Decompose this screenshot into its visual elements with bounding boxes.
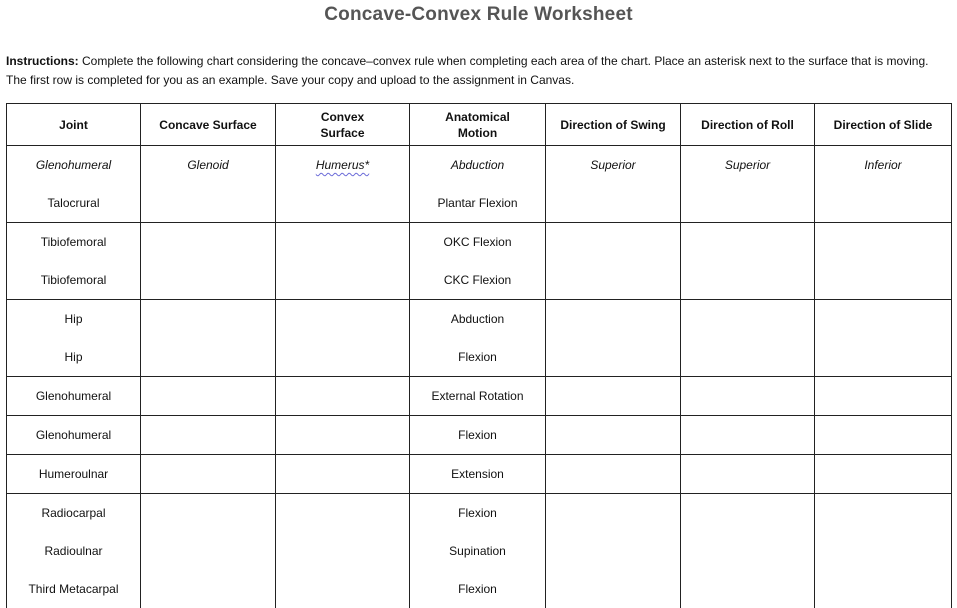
row-roll-cell[interactable] <box>681 570 815 608</box>
row-swing-cell[interactable] <box>546 223 681 262</box>
table-row <box>7 532 952 570</box>
row-convex-cell[interactable] <box>276 416 410 455</box>
row-motion: Extension <box>410 455 546 494</box>
header-convex-surface: Convex Surface <box>276 104 410 146</box>
table-row <box>7 223 952 262</box>
row-swing-cell[interactable] <box>546 300 681 339</box>
row-slide-cell[interactable] <box>815 532 952 570</box>
table-row <box>7 416 952 455</box>
row-motion: OKC Flexion <box>410 223 546 262</box>
instructions-lead: Instructions: <box>6 54 79 68</box>
row-swing-cell[interactable] <box>546 532 681 570</box>
row-roll-cell[interactable] <box>681 338 815 377</box>
row-joint: Radioulnar <box>7 532 141 570</box>
row-convex-cell[interactable] <box>276 261 410 300</box>
row-motion: Flexion <box>410 416 546 455</box>
table-row <box>7 300 952 339</box>
row-swing-cell[interactable] <box>546 494 681 533</box>
row-joint: Radiocarpal <box>7 494 141 533</box>
instructions <box>6 52 951 90</box>
row-convex-cell[interactable] <box>276 300 410 339</box>
row-roll-cell[interactable] <box>681 377 815 416</box>
row-swing-cell[interactable] <box>546 338 681 377</box>
row-joint: Humeroulnar <box>7 455 141 494</box>
example-direction-of-swing: Superior <box>546 146 681 185</box>
row-slide-cell[interactable] <box>815 377 952 416</box>
row-swing-cell[interactable] <box>546 455 681 494</box>
row-concave-cell[interactable] <box>141 223 276 262</box>
row-joint: Hip <box>7 338 141 377</box>
header-anatomical-motion: Anatomical Motion <box>410 104 546 146</box>
row-convex-cell[interactable] <box>276 570 410 608</box>
row-joint: Glenohumeral <box>7 416 141 455</box>
example-convex-surface <box>276 146 410 185</box>
row-concave-cell[interactable] <box>141 416 276 455</box>
table-row <box>7 494 952 533</box>
row-roll-cell[interactable] <box>681 223 815 262</box>
example-direction-of-slide: Inferior <box>815 146 952 185</box>
row-joint: Tibiofemoral <box>7 223 141 262</box>
row-slide-cell[interactable] <box>815 494 952 533</box>
row-joint: Glenohumeral <box>7 377 141 416</box>
example-anatomical-motion: Abduction <box>410 146 546 185</box>
row-concave-cell[interactable] <box>141 377 276 416</box>
row-motion: Flexion <box>410 338 546 377</box>
row-slide-cell[interactable] <box>815 300 952 339</box>
row-convex-cell[interactable] <box>276 455 410 494</box>
worksheet-table <box>6 103 952 608</box>
row-concave-cell[interactable] <box>141 494 276 533</box>
row-slide-cell[interactable] <box>815 455 952 494</box>
table-row <box>7 570 952 608</box>
row-concave-cell[interactable] <box>141 184 276 223</box>
table-row <box>7 338 952 377</box>
row-slide-cell[interactable] <box>815 416 952 455</box>
table-row <box>7 184 952 223</box>
row-roll-cell[interactable] <box>681 532 815 570</box>
row-roll-cell[interactable] <box>681 416 815 455</box>
example-direction-of-roll: Superior <box>681 146 815 185</box>
row-slide-cell[interactable] <box>815 184 952 223</box>
row-concave-cell[interactable] <box>141 455 276 494</box>
example-joint: Glenohumeral <box>7 146 141 185</box>
page-title: Concave-Convex Rule Worksheet <box>324 4 633 25</box>
row-slide-cell[interactable] <box>815 570 952 608</box>
row-motion: CKC Flexion <box>410 261 546 300</box>
row-concave-cell[interactable] <box>141 532 276 570</box>
row-swing-cell[interactable] <box>546 184 681 223</box>
row-swing-cell[interactable] <box>546 570 681 608</box>
example-row <box>7 146 952 185</box>
example-concave-surface: Glenoid <box>141 146 276 185</box>
row-joint: Tibiofemoral <box>7 261 141 300</box>
row-motion: Flexion <box>410 494 546 533</box>
row-motion: Flexion <box>410 570 546 608</box>
row-swing-cell[interactable] <box>546 261 681 300</box>
row-concave-cell[interactable] <box>141 570 276 608</box>
table-row <box>7 455 952 494</box>
row-convex-cell[interactable] <box>276 494 410 533</box>
row-roll-cell[interactable] <box>681 455 815 494</box>
row-concave-cell[interactable] <box>141 338 276 377</box>
header-concave-surface: Concave Surface <box>141 104 276 146</box>
row-slide-cell[interactable] <box>815 261 952 300</box>
row-joint: Hip <box>7 300 141 339</box>
header-direction-of-roll: Direction of Roll <box>681 104 815 146</box>
row-convex-cell[interactable] <box>276 184 410 223</box>
header-direction-of-slide: Direction of Slide <box>815 104 952 146</box>
row-swing-cell[interactable] <box>546 416 681 455</box>
row-roll-cell[interactable] <box>681 494 815 533</box>
row-joint: Talocrural <box>7 184 141 223</box>
example-convex-surface-text: Humerus* <box>315 158 370 172</box>
row-concave-cell[interactable] <box>141 300 276 339</box>
row-roll-cell[interactable] <box>681 300 815 339</box>
row-motion: External Rotation <box>410 377 546 416</box>
row-joint: Third Metacarpal <box>7 570 141 608</box>
instructions-text: Complete the following chart considering the concave–convex rule when completing each area of the chart. Place an asterisk next to the surface that is moving. The first row is completed for you as an example. Save your copy and upload to the assignment in Canvas. <box>6 54 929 87</box>
table-header-row <box>7 104 952 146</box>
row-roll-cell[interactable] <box>681 261 815 300</box>
row-convex-cell[interactable] <box>276 223 410 262</box>
row-slide-cell[interactable] <box>815 223 952 262</box>
row-convex-cell[interactable] <box>276 532 410 570</box>
row-motion: Abduction <box>410 300 546 339</box>
row-convex-cell[interactable] <box>276 338 410 377</box>
row-slide-cell[interactable] <box>815 338 952 377</box>
row-concave-cell[interactable] <box>141 261 276 300</box>
row-roll-cell[interactable] <box>681 184 815 223</box>
row-motion: Plantar Flexion <box>410 184 546 223</box>
row-convex-cell[interactable] <box>276 377 410 416</box>
header-direction-of-swing: Direction of Swing <box>546 104 681 146</box>
table-row <box>7 261 952 300</box>
row-swing-cell[interactable] <box>546 377 681 416</box>
row-motion: Supination <box>410 532 546 570</box>
table-row <box>7 377 952 416</box>
header-joint: Joint <box>7 104 141 146</box>
